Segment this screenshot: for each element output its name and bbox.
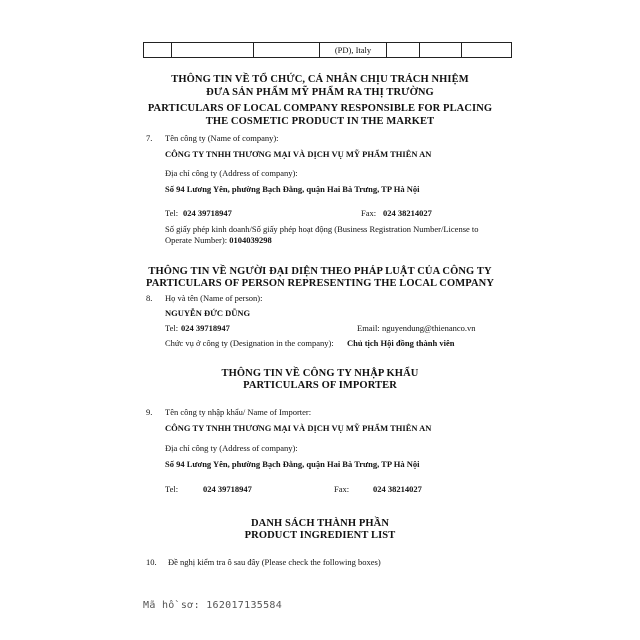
- section1-title-en-line1: PARTICULARS OF LOCAL COMPANY RESPONSIBLE FOR PLACING: [147, 103, 493, 114]
- section1-title-vi-line1: THÔNG TIN VỀ TỔ CHỨC, CÁ NHÂN CHỊU TRÁCH NHIỆM: [171, 74, 469, 85]
- item-number-8: 8.: [146, 293, 153, 303]
- product-table-row: [143, 42, 512, 58]
- license-label-line2: Operate Number):: [165, 235, 228, 245]
- check-boxes-instruction: Đề nghị kiểm tra ô sau đây (Please check the following boxes): [168, 557, 381, 567]
- section3-title-vi: THÔNG TIN VỀ CÔNG TY NHẬP KHẨU: [221, 368, 419, 379]
- tel-value: 024 39718947: [183, 208, 232, 218]
- section1-title-vi-line2: ĐƯA SẢN PHẨM MỸ PHẨM RA THỊ TRƯỜNG: [206, 87, 434, 98]
- item-number-9: 9.: [146, 407, 153, 417]
- section4-title-en: PRODUCT INGREDIENT LIST: [244, 530, 396, 541]
- person-name-value: NGUYỄN ĐỨC DŨNG: [165, 308, 251, 318]
- section4-title-vi: DANH SÁCH THÀNH PHẦN: [250, 518, 390, 529]
- person-name-label: Họ và tên (Name of person):: [165, 293, 263, 303]
- importer-fax-value: 024 38214027: [373, 484, 422, 494]
- fax-label: Fax:: [361, 208, 377, 218]
- importer-address-value: Số 94 Lương Yên, phường Bạch Đằng, quận Hai Bà Trưng, TP Hà Nội: [165, 459, 420, 469]
- section2-title-vi: THÔNG TIN VỀ NGƯỜI ĐẠI DIỆN THEO PHÁP LUẬT CỦA CÔNG TY: [148, 266, 492, 277]
- importer-name-value: CÔNG TY TNHH THƯƠNG MẠI VÀ DỊCH VỤ MỸ PHẨM THIÊN AN: [165, 423, 432, 433]
- company-address-value: Số 94 Lương Yên, phường Bạch Đằng, quận Hai Bà Trưng, TP Hà Nội: [165, 184, 420, 194]
- email-label: Email:: [357, 323, 380, 333]
- table-cell: [462, 43, 511, 57]
- designation-label: Chức vụ ở công ty (Designation in the company):: [165, 338, 334, 348]
- table-cell: [172, 43, 254, 57]
- designation-value: Chủ tịch Hội đồng thành viên: [347, 338, 455, 348]
- table-cell: [420, 43, 462, 57]
- importer-address-label: Địa chỉ công ty (Address of company):: [165, 443, 298, 453]
- license-label: Số giấy phép kinh doanh/Số giấy phép hoạt động (Business Registration Number/License to: [165, 224, 479, 234]
- tel-label: Tel:: [165, 208, 179, 218]
- section2-title-en: PARTICULARS OF PERSON REPRESENTING THE LOCAL COMPANY: [145, 278, 495, 289]
- table-cell: [387, 43, 420, 57]
- license-value: 0104039298: [229, 235, 272, 245]
- company-name-label: Tên công ty (Name of company):: [165, 133, 279, 143]
- importer-name-label: Tên công ty nhập khẩu/ Name of Importer:: [165, 407, 312, 417]
- file-number: Mã hồ sơ: 162017135584: [143, 600, 283, 611]
- person-tel-value: 024 39718947: [181, 323, 230, 333]
- table-cell: [254, 43, 320, 57]
- item-number-10: 10.: [146, 557, 157, 567]
- section3-title-en: PARTICULARS OF IMPORTER: [243, 380, 397, 391]
- fax-value: 024 38214027: [383, 208, 432, 218]
- importer-tel-label: Tel:: [165, 484, 179, 494]
- importer-fax-label: Fax:: [334, 484, 350, 494]
- company-name-value: CÔNG TY TNHH THƯƠNG MẠI VÀ DỊCH VỤ MỸ PHẨM THIÊN AN: [165, 149, 432, 159]
- company-address-label: Địa chỉ công ty (Address of company):: [165, 168, 298, 178]
- email-value: nguyendung@thienanco.vn: [382, 323, 476, 333]
- table-cell-origin: (PD), Italy: [320, 43, 387, 57]
- section1-title-en-line2: THE COSMETIC PRODUCT IN THE MARKET: [205, 116, 435, 127]
- person-tel-label: Tel:: [165, 323, 179, 333]
- table-cell: [144, 43, 172, 57]
- importer-tel-value: 024 39718947: [203, 484, 252, 494]
- license-label-cont: [165, 235, 272, 246]
- item-number-7: 7.: [146, 133, 153, 143]
